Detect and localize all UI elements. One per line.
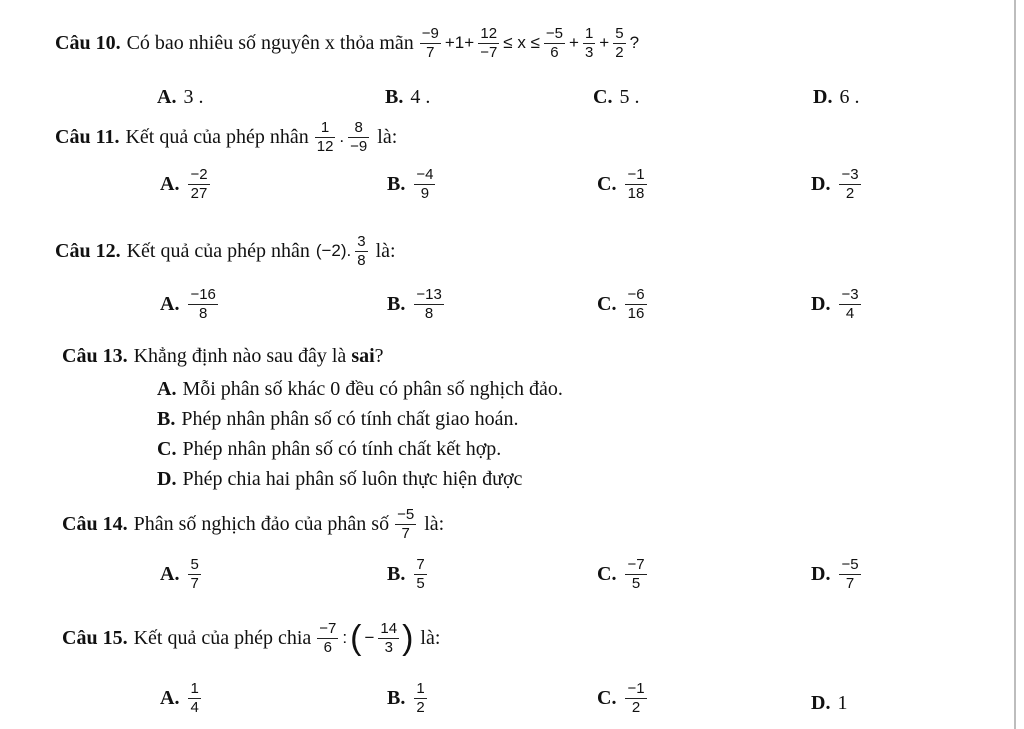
option-a: A. $\frac{-16}{8}$ [160,286,216,322]
question-tail: là: [424,512,445,535]
factor: (−2). [315,241,352,260]
question-stem: Khẳng định nào sau đây là [133,344,347,367]
inequality: ≤ x ≤ [503,33,540,52]
right-paren: ) [402,619,414,657]
question-12 [55,231,1024,271]
question-stem: Phân số nghịch đảo của phân số [133,512,390,535]
option-b: B. $\frac{1}{2}$ [387,680,425,716]
operator: +1+ [444,33,475,52]
question-tail: là: [375,239,396,262]
option-d: D. 6 . [813,86,860,108]
option-b: B. $\frac{-4}{9}$ [387,166,434,202]
option-d: D. 1 [811,692,848,714]
emphasis-word: sai [351,344,375,367]
option-c: C. $\frac{-1}{2}$ [597,680,645,716]
fraction: $\frac{3}{8}$ [357,232,366,269]
statement-b: B. Phép nhân phân số có tính chất giao hoán. [157,408,519,430]
fraction: $\frac{5}{2}$ [615,24,624,61]
option-b: B. $\frac{-13}{8}$ [387,286,442,322]
fraction: $\frac{-9}{7}$ [421,24,439,61]
question-15 [62,618,1024,658]
question-number: Câu 14. [62,512,128,535]
option-a: A. $\frac{-2}{27}$ [160,166,208,202]
question-number: Câu 12. [55,239,121,262]
option-d: D. $\frac{-3}{4}$ [811,286,859,322]
question-11 [55,117,1024,157]
fraction: $\frac{1}{3}$ [584,24,594,61]
operator: + [599,33,610,52]
fraction: $\frac{-7}{6}$ [319,619,337,656]
question-tail: là: [420,626,441,649]
statement-a: A. Mỗi phân số khác 0 đều có phân số nghịch đảo. [157,378,563,400]
question-tail: là: [377,125,398,148]
operator: + [569,33,579,52]
question-mark: ? [374,344,384,367]
question-number: Câu 15. [62,626,128,649]
option-b: B. 4 . [385,86,431,108]
left-paren: ( [350,619,362,657]
fraction: $\frac{8}{-9}$ [350,118,368,155]
option-d: D. $\frac{-5}{7}$ [811,556,859,592]
question-stem: Kết quả của phép chia [133,626,312,649]
question-13 [62,336,1024,376]
question-14 [62,504,1024,544]
question-number: Câu 10. [55,31,121,54]
operator: : [342,628,348,647]
option-c: C. $\frac{-6}{16}$ [597,286,645,322]
minus-sign: − [364,628,375,647]
question-stem: Có bao nhiêu số nguyên x thỏa mãn [126,31,414,54]
fraction: $\frac{-5}{6}$ [545,24,564,61]
option-d: D. $\frac{-3}{2}$ [811,166,859,202]
option-c: C. 5 . [593,86,640,108]
option-c: C. $\frac{-7}{5}$ [597,556,645,592]
fraction: $\frac{12}{-7}$ [480,24,498,61]
option-a: A. $\frac{5}{7}$ [160,556,199,592]
statement-c: C. Phép nhân phân số có tính chất kết hợp. [157,438,502,460]
question-stem: Kết quả của phép nhân [126,239,310,262]
question-mark: ? [629,33,640,52]
statement-d: D. Phép chia hai phân số luôn thực hiện được [157,468,523,490]
option-a: A. $\frac{1}{4}$ [160,680,199,716]
fraction: $\frac{14}{3}$ [380,619,398,656]
option-c: C. $\frac{-1}{18}$ [597,166,645,202]
question-stem: Kết quả của phép nhân [125,125,309,148]
option-b: B. $\frac{7}{5}$ [387,556,425,592]
question-number: Câu 13. [62,344,128,367]
operator: . [339,127,345,146]
fraction: $\frac{-5}{7}$ [397,505,415,542]
fraction: $\frac{1}{12}$ [316,118,334,155]
question-number: Câu 11. [55,125,120,148]
option-a: A. 3 . [157,86,204,108]
question-10 [55,23,1024,63]
